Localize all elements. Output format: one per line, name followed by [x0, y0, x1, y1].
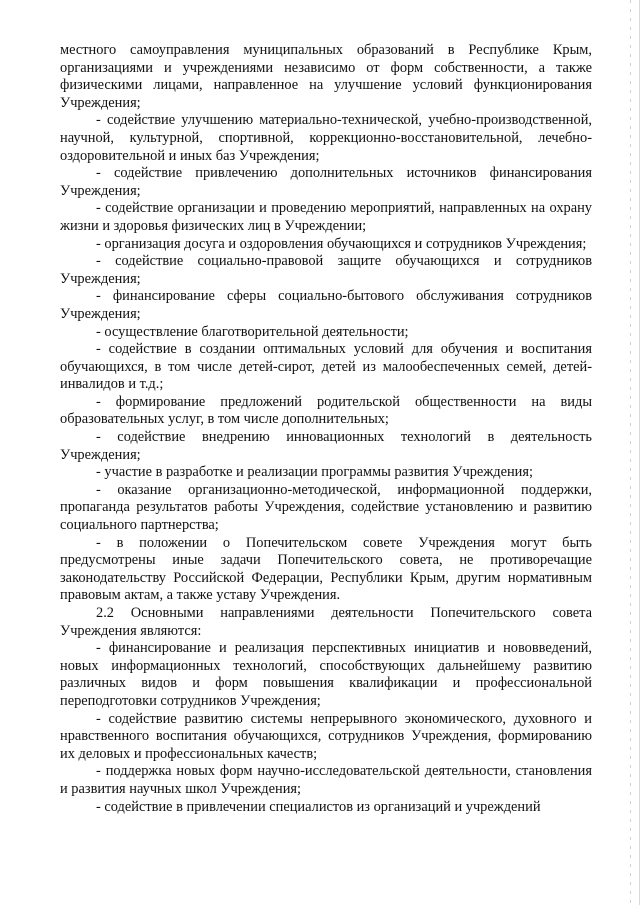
scan-edge — [630, 0, 631, 905]
paragraph: - формирование предложений родительской общественности на виды образовательных услуг, в том числе дополнительных; — [60, 393, 592, 428]
paragraph: - содействие развитию системы непрерывного экономического, духовного и нравственного воспитания обучающихся, сотрудников Учреждения, формированию их деловых и профессиональных качеств; — [60, 710, 592, 762]
paragraph: - содействие улучшению материально-технической, учебно-производственной, научной, культурной, спортивной, коррекционно-восстановительной, лечебно-оздоровительной и иных баз Учреждения; — [60, 112, 592, 164]
paragraph: - содействие социально-правовой защите обучающихся и сотрудников Учреждения; — [60, 253, 592, 287]
paragraph: - содействие в привлечении специалистов из организаций и учреждений — [96, 798, 541, 815]
paragraph: - участие в разработке и реализации программы развития Учреждения; — [96, 464, 533, 481]
paragraph: - оказание организационно-методической, информационной поддержки, пропаганда результатов работы Учреждения, содействие установлению и развитию социального партнерства; — [60, 481, 592, 534]
paragraph: - в положении о Попечительском совете Учреждения могут быть предусмотрены иные задачи Попечительского совета, не противоречащие законодательству Российской Федерации, Республики Крым, другим нормативным правовым актам, а также уставу Учреждения. — [60, 534, 592, 604]
paragraph: - поддержка новых форм научно-исследовательской деятельности, становления и развития научных школ Учреждения; — [60, 763, 592, 797]
document-body — [60, 42, 592, 816]
paragraph: - осуществление благотворительной деятельности; — [96, 323, 409, 340]
paragraph: - содействие организации и проведению мероприятий, направленных на охрану жизни и здоровья физических лиц в Учреждении; — [60, 200, 592, 234]
paragraph: местного самоуправления муниципальных образований в Республике Крым, организациями и учреждениями независимо от форм собственности, а также физическими лицами, направленное на улучшение условий функционирования Учреждения; — [60, 42, 592, 111]
paragraph: - содействие в создании оптимальных условий для обучения и воспитания обучающихся, в том числе детей-сирот, детей из малообеспеченных семей, детей-инвалидов и т.д.; — [60, 341, 592, 393]
paragraph: - финансирование и реализация перспективных инициатив и нововведений, новых информационных технологий, способствующих дальнейшему развитию различных видов и форм повышения квалификации и профессиональной переподготовки сотрудников Учреждения; — [60, 640, 592, 709]
paragraph: - финансирование сферы социально-бытового обслуживания сотрудников Учреждения; — [60, 288, 592, 322]
paragraph: - организация досуга и оздоровления обучающихся и сотрудников Учреждения; — [96, 235, 587, 252]
section-heading: 2.2 Основными направлениями деятельности Попечительского совета Учреждения являются: — [60, 605, 592, 639]
paragraph: - содействие привлечению дополнительных источников финансирования Учреждения; — [60, 165, 592, 199]
paragraph: - содействие внедрению инновационных технологий в деятельность Учреждения; — [60, 429, 592, 463]
